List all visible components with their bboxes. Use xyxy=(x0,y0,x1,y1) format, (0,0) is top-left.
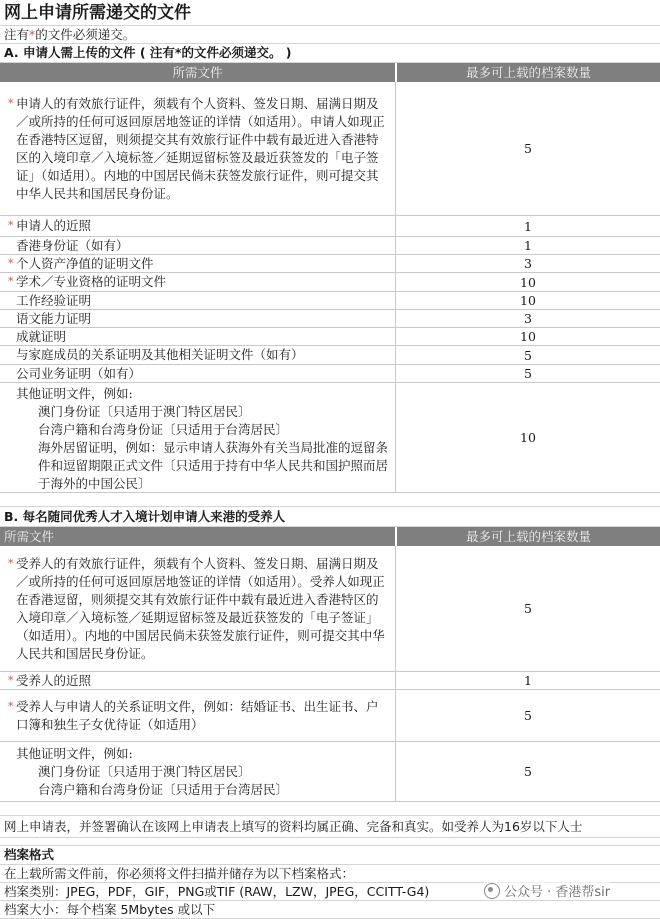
required-star: * xyxy=(8,219,14,232)
format-file-types: 档案类别：JPEG，PDF，GIF，PNG或TIF (RAW，LZW，JPEG，CCITT-G4) xyxy=(4,884,430,899)
count-cell: 10 xyxy=(395,273,660,291)
count-cell: 10 xyxy=(395,328,660,345)
section-b-col-doc: 所需文件 xyxy=(0,527,395,546)
count-cell: 10 xyxy=(395,383,660,492)
note-suffix: 的文件必须递交。 xyxy=(35,27,136,42)
document-text: 语文能力证明 xyxy=(16,310,92,326)
document-cell xyxy=(0,255,395,272)
table-row xyxy=(0,237,660,255)
required-star: * xyxy=(8,556,14,570)
section-b-heading-row xyxy=(0,507,660,527)
document-cell xyxy=(0,690,395,741)
document-cell xyxy=(0,82,395,215)
table-row xyxy=(0,292,660,310)
list-item: 台湾户籍和台湾身份证〔只适用于台湾居民〕 xyxy=(38,781,289,797)
table-row xyxy=(0,742,660,802)
required-star: * xyxy=(8,673,14,687)
document-cell xyxy=(0,216,395,236)
table-row xyxy=(0,383,660,493)
section-a-col-doc: 所需文件 xyxy=(0,63,395,82)
document-text: 申请人的近照 xyxy=(16,218,92,233)
format-heading: 档案格式 xyxy=(4,847,55,862)
table-row xyxy=(0,310,660,328)
section-a-col-count: 最多可上载的档案数量 xyxy=(395,63,660,82)
table-row xyxy=(0,346,660,365)
count-cell: 5 xyxy=(395,690,660,741)
section-b-col-count: 最多可上载的档案数量 xyxy=(395,527,660,546)
document-text: 受养人与申请人的关系证明文件，例如：结婚证书、出生证书、户口簿和独生子女优待证（如适用） xyxy=(16,698,379,732)
document-text: 学术／专业资格的证明文件 xyxy=(16,274,167,289)
count-cell: 5 xyxy=(395,82,660,215)
table-row xyxy=(0,273,660,292)
document-text: 与家庭成员的关系证明及其他相关证明文件（如有） xyxy=(16,347,304,362)
document-text: 成就证明 xyxy=(16,328,67,344)
required-star: * xyxy=(8,275,14,288)
document-text: 受养人的有效旅行证件，须载有个人资料、签发日期、届满日期及／或所持的任何可返回原居地签证的详情（如适用）。受养人如现正在香港逗留，则须提交其有效旅行证件中载有最近进入香港特区的入境印章／入境标签／延期逗留标签及最近获签发的「电子签证」（如适用）。内地的中国居民倘未获签发旅行证件，则可提交其中华人民共和国居民身份证。 xyxy=(16,555,385,661)
document-text: 受养人的近照 xyxy=(16,672,92,688)
count-cell: 3 xyxy=(395,310,660,327)
note-star: * xyxy=(29,27,36,42)
document-text: 个人资产净值的证明文件 xyxy=(16,255,154,271)
table-row xyxy=(0,216,660,237)
document-cell xyxy=(0,310,395,327)
list-item: 澳门身份证〔只适用于澳门特区居民〕 xyxy=(38,404,251,419)
count-cell: 3 xyxy=(395,255,660,272)
document-text: 申请人的有效旅行证件，须载有个人资料、签发日期、届满日期及／或所持的任何可返回原居地签证的详情（如适用）。申请人如现正在香港特区逗留，则须提交其有效旅行证件中载有最近进入香港特区的入境印章／入境标签／延期逗留标签及最近获签发的「电子签证」（如适用）。内地的中国居民倘未获签发旅行证件，则可提交其中华人民共和国居民身份证。 xyxy=(16,95,385,201)
section-a-heading: A. 申请人需上传的文件 ( 注有*的文件必须递交。 ) xyxy=(4,45,292,60)
count-cell: 5 xyxy=(395,546,660,671)
count-cell: 5 xyxy=(395,742,660,801)
table-row xyxy=(0,82,660,216)
table-row xyxy=(0,546,660,672)
document-cell xyxy=(0,742,395,801)
required-note xyxy=(4,26,135,43)
count-cell: 1 xyxy=(395,216,660,236)
spacer-row xyxy=(0,802,660,816)
format-file-size: 档案大小：每个档案 5Mbytes 或以下 xyxy=(4,902,216,917)
other-docs-title: 其他证明文件，例如: xyxy=(16,386,133,401)
list-item: 台湾户籍和台湾身份证〔只适用于台湾居民〕 xyxy=(38,422,289,437)
count-cell: 5 xyxy=(395,346,660,364)
other-docs-list xyxy=(16,763,389,799)
document-text: 香港身份证（如有） xyxy=(16,237,129,253)
required-star: * xyxy=(8,699,14,713)
document-text: 公司业务证明（如有） xyxy=(16,365,142,381)
page-title: 网上申请所需递交的文件 xyxy=(4,3,191,23)
document-cell xyxy=(0,273,395,291)
section-b-heading: B. 每名随同优秀人才入境计划申请人来港的受养人 xyxy=(4,509,286,524)
format-heading-row xyxy=(0,846,660,865)
table-row xyxy=(0,365,660,383)
table-row xyxy=(0,672,660,690)
document-cell xyxy=(0,546,395,671)
count-cell: 1 xyxy=(395,672,660,689)
wechat-official-account-icon xyxy=(484,883,500,899)
note-prefix: 注有 xyxy=(4,27,30,42)
format-line-row xyxy=(0,901,660,919)
watermark-text: 公众号 · 香港帮sir xyxy=(504,885,611,900)
list-item: 澳门身份证〔只适用于澳门特区居民〕 xyxy=(38,763,251,779)
document-cell xyxy=(0,365,395,382)
document-cell xyxy=(0,328,395,345)
document-cell xyxy=(0,346,395,364)
count-cell: 1 xyxy=(395,237,660,254)
table-row xyxy=(0,690,660,742)
declaration-row xyxy=(0,816,660,838)
count-cell: 5 xyxy=(395,365,660,382)
document-cell xyxy=(0,237,395,254)
document-text: 工作经验证明 xyxy=(16,292,92,308)
required-star: * xyxy=(8,256,14,270)
spacer-row xyxy=(0,493,660,507)
list-item: 海外居留证明，例如：显示申请人获海外有关当局批准的逗留条件和逗留期限正式文件〔只适用于持有中华人民共和国护照而居于海外的中国公民〕 xyxy=(38,440,389,491)
document-cell xyxy=(0,292,395,309)
title-row xyxy=(0,0,660,26)
document-cell xyxy=(0,383,395,492)
section-a-heading-row xyxy=(0,44,660,63)
other-docs-title: 其他证明文件，例如: xyxy=(16,745,133,761)
format-instruction: 在上载所需文件前，你必须将文件扫描并储存为以下档案格式： xyxy=(4,866,355,881)
document-cell xyxy=(0,672,395,689)
spacer-row xyxy=(0,838,660,846)
table-row xyxy=(0,255,660,273)
required-star: * xyxy=(8,96,14,110)
note-row xyxy=(0,26,660,44)
table-row xyxy=(0,328,660,346)
count-cell: 10 xyxy=(395,292,660,309)
other-docs-list xyxy=(16,403,389,493)
watermark xyxy=(484,881,610,900)
declaration-text: 网上申请表，并签署确认在该网上申请表上填写的资料均属正确、完备和真实。如受养人为16岁以下人士 xyxy=(4,819,583,834)
